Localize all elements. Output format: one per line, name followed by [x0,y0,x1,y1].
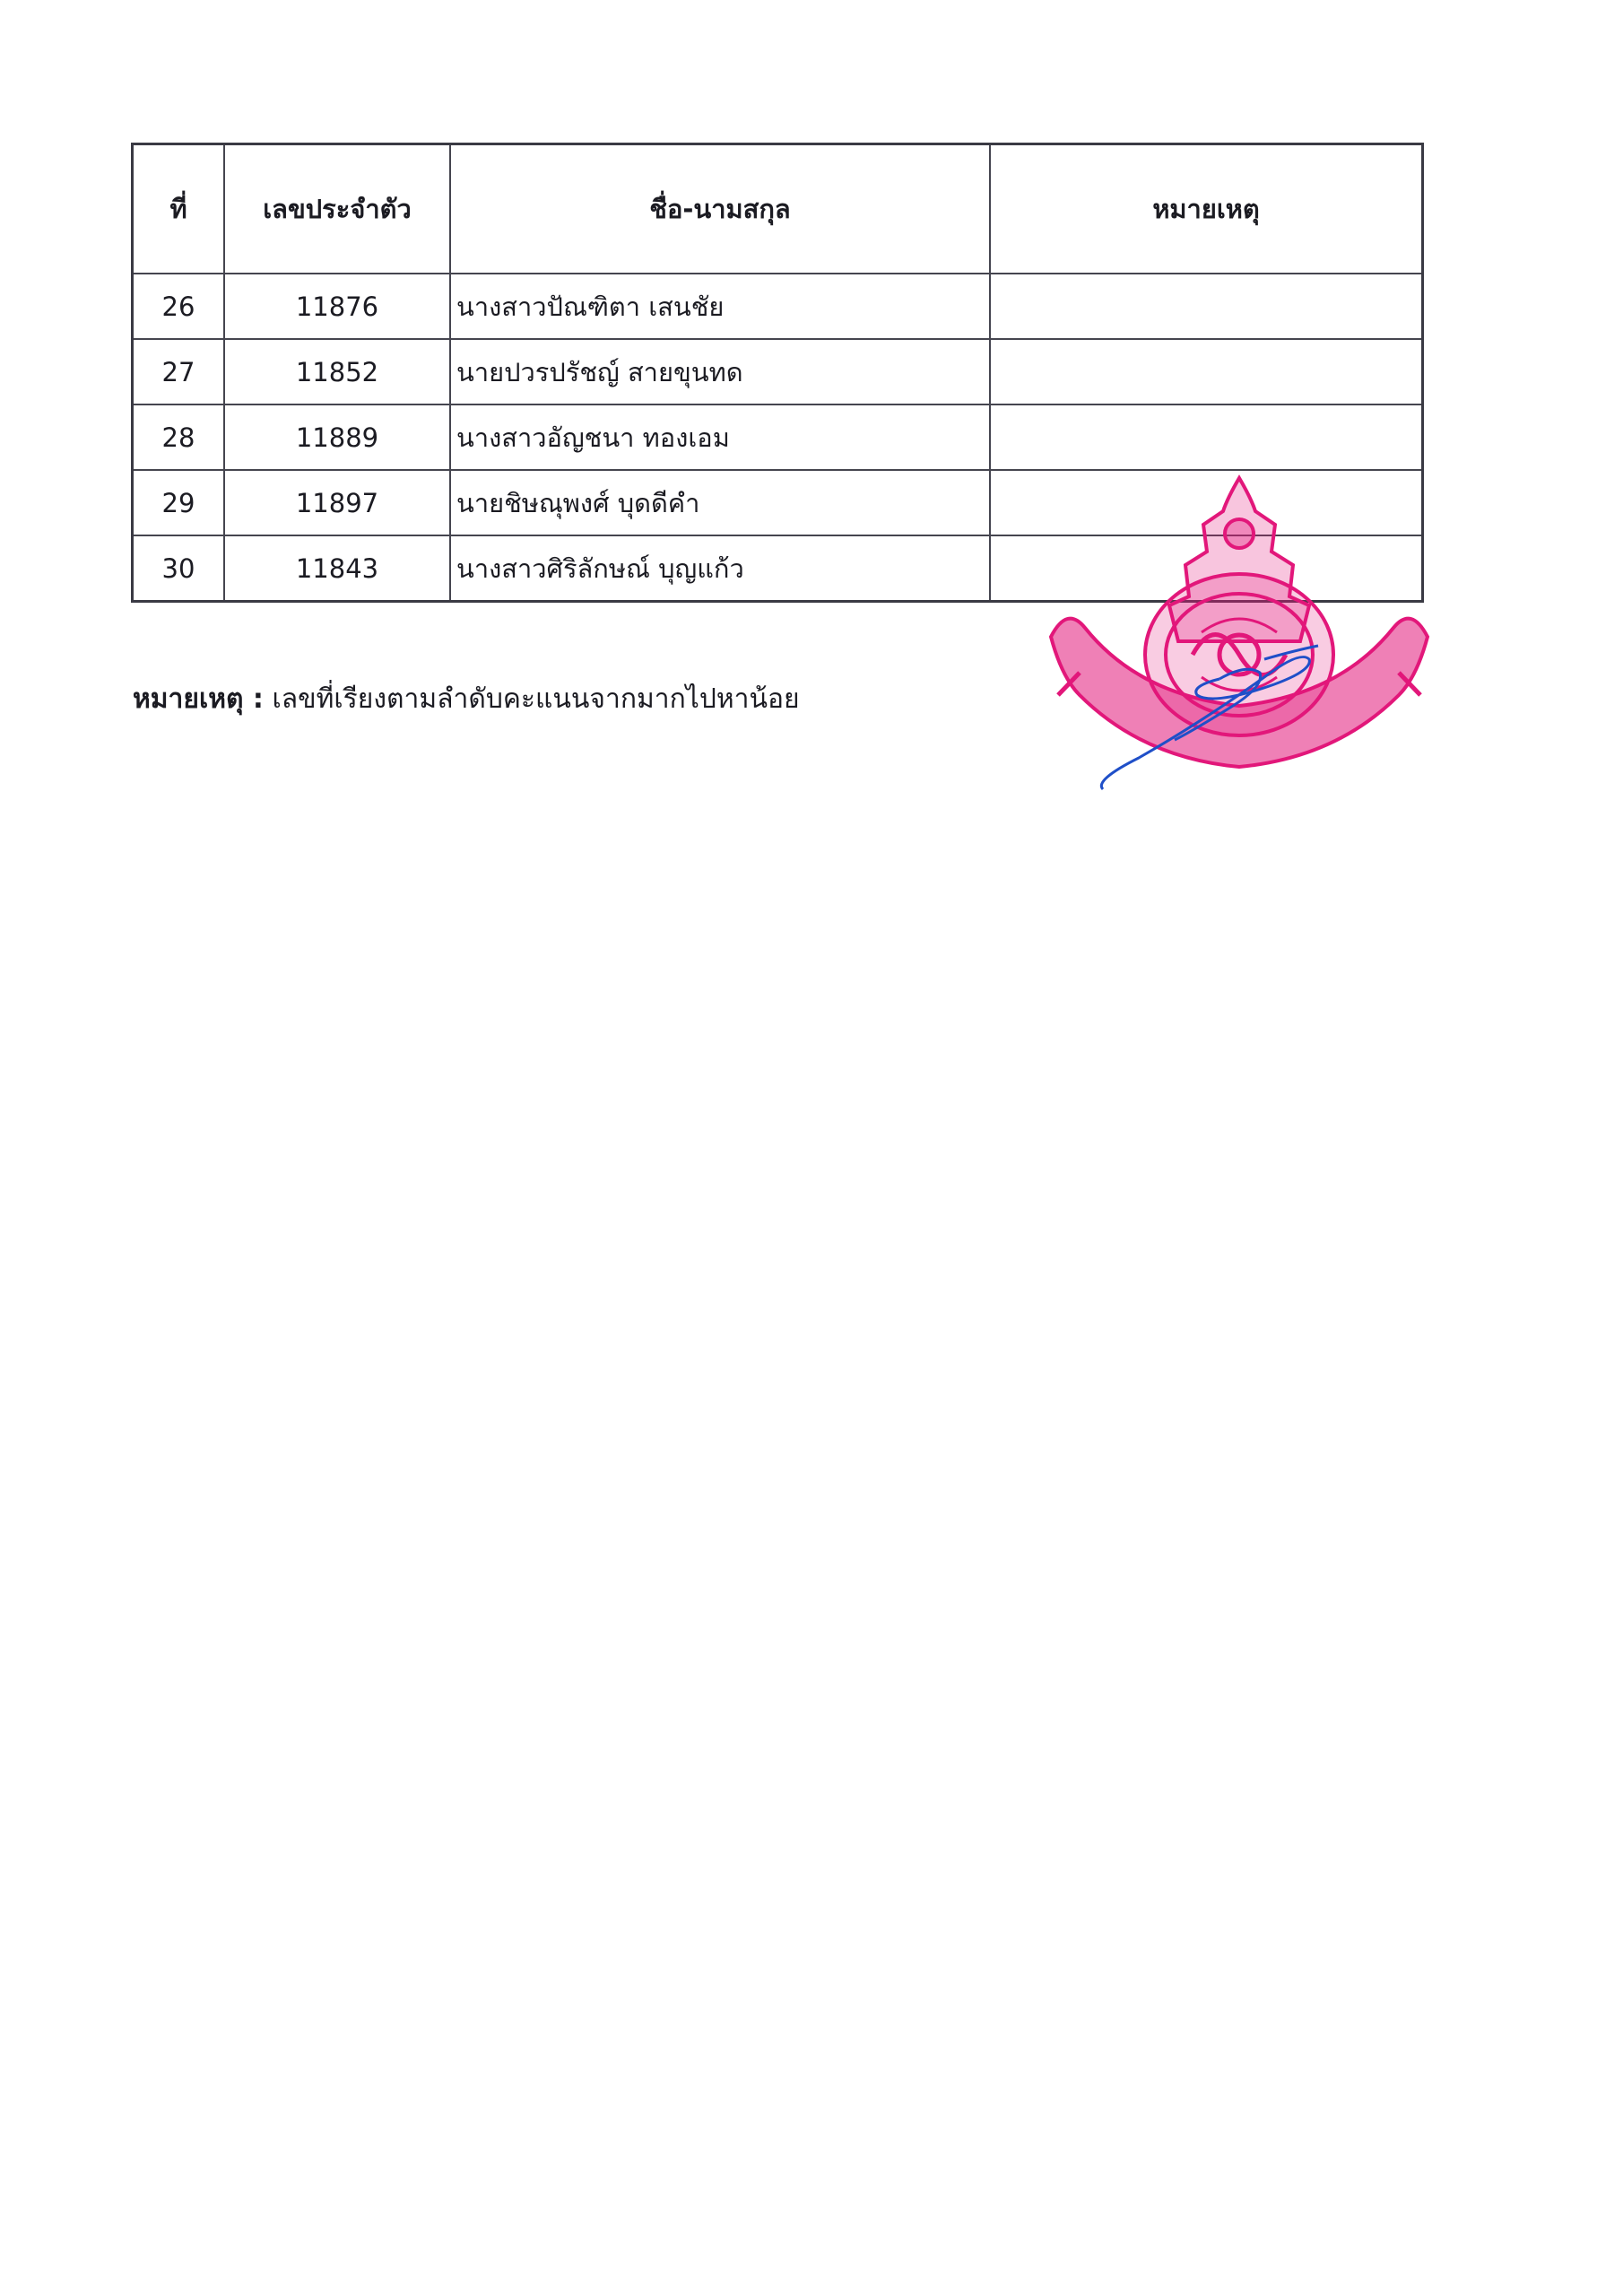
row-full-name-text: นางสาวศิริลักษณ์ บุญแก้ว [456,552,744,584]
row-full-name [450,404,990,470]
footnote-text: เลขที่เรียงตามลำดับคะแนนจากมากไปหาน้อย [272,683,800,715]
row-full-name-text: นายปวรปรัชญ์ สายขุนทด [456,356,743,387]
row-full-name-text: นางสาวปัณฑิตา เสนชัย [456,291,725,322]
row-number: 27 [133,339,225,404]
row-number: 28 [133,404,225,470]
table-row [133,274,1423,339]
header-student-id: เลขประจำตัว [224,144,450,274]
row-full-name [450,470,990,535]
row-remark [990,404,1423,470]
footnote [133,678,800,720]
table-row [133,339,1423,404]
row-student-id: 11852 [224,339,450,404]
row-remark [990,274,1423,339]
row-student-id: 11876 [224,274,450,339]
header-remark: หมายเหตุ [990,144,1423,274]
row-full-name-text: นางสาวอัญชนา ทองเอม [456,422,730,453]
row-full-name-text: นายชิษณุพงศ์ บุดดีคำ [456,487,700,518]
header-number: ที่ [133,144,225,274]
table-header-row [133,144,1423,274]
row-remark [990,339,1423,404]
header-full-name: ชื่อ-นามสกุล [450,144,990,274]
row-full-name [450,274,990,339]
official-seal-stamp [1040,471,1439,803]
row-student-id: 11843 [224,535,450,602]
footnote-label: หมายเหตุ : [133,683,264,715]
row-number: 30 [133,535,225,602]
row-student-id: 11889 [224,404,450,470]
row-full-name [450,339,990,404]
row-number: 26 [133,274,225,339]
table-row [133,404,1423,470]
row-full-name [450,535,990,602]
row-number: 29 [133,470,225,535]
row-student-id: 11897 [224,470,450,535]
